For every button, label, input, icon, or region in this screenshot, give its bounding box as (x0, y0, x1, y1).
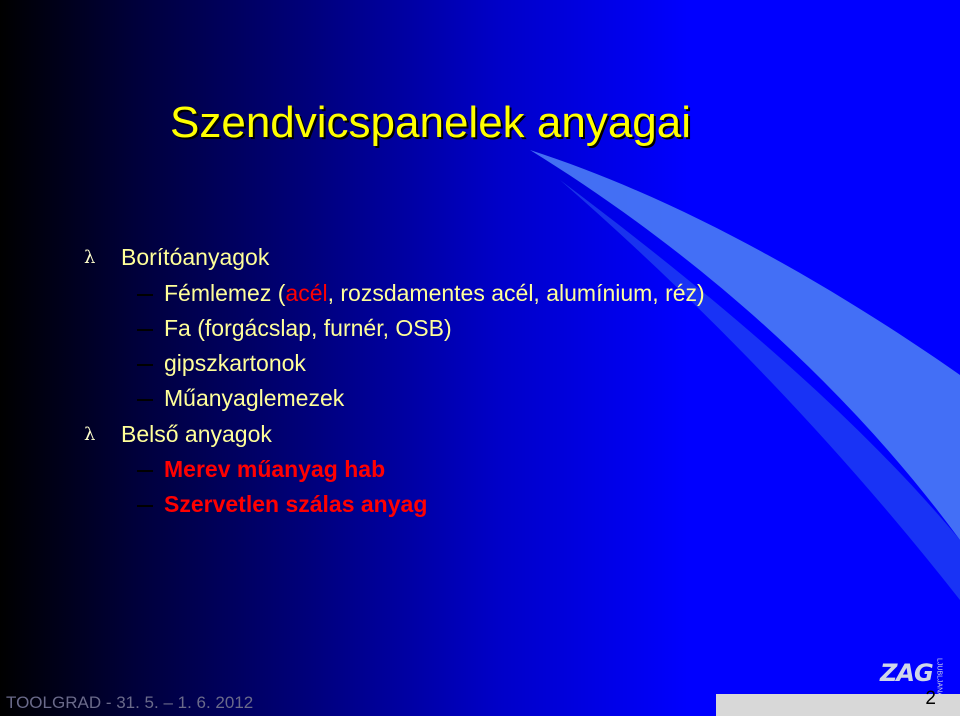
sub-item-text: Fa (forgácslap, furnér, OSB) (164, 315, 452, 341)
sub-item-rigid-foam (164, 455, 385, 483)
sub-item-plastic-sheets (164, 384, 344, 412)
logo-text: ZAG (880, 659, 933, 687)
page-number: 2 (925, 688, 936, 709)
dash-marker (137, 329, 153, 331)
sub-item-text: Műanyaglemezek (164, 385, 345, 411)
bullet-item-inner-materials (84, 420, 272, 448)
sub-item-mineral-fiber (164, 490, 427, 518)
dash-marker (137, 294, 153, 296)
footer-bar (716, 694, 960, 716)
sub-item-text: Szervetlen szálas anyag (164, 491, 428, 517)
sub-item-text-start: Fémlemez ( (164, 280, 286, 306)
bullet-text: Belső anyagok (121, 421, 272, 447)
sub-item-text-highlight: acél (285, 280, 328, 306)
dash-marker (137, 505, 153, 507)
zag-logo (880, 658, 943, 697)
dash-marker (137, 364, 153, 366)
dash-marker (137, 470, 153, 472)
sub-item-text: Merev műanyag hab (164, 456, 386, 482)
sub-item-wood (164, 314, 452, 342)
sub-item-gypsum (164, 349, 306, 377)
slide-title: Szendvicspanelek anyagai (170, 98, 692, 147)
bullet-item-cover-materials (84, 243, 270, 271)
bullet-text: Borítóanyagok (121, 244, 270, 270)
logo-small-text: LJUBLJANA (935, 658, 943, 697)
sub-item-text-end: , rozsdamentes acél, alumínium, réz) (327, 280, 705, 306)
sub-item-text: gipszkartonok (164, 350, 306, 376)
footer-text: TOOLGRAD - 31. 5. – 1. 6. 2012 (6, 693, 254, 712)
sub-item-metal-sheet (164, 279, 705, 307)
bullet-marker: λ (84, 247, 96, 268)
dash-marker (137, 399, 153, 401)
bullet-marker: λ (84, 424, 96, 445)
